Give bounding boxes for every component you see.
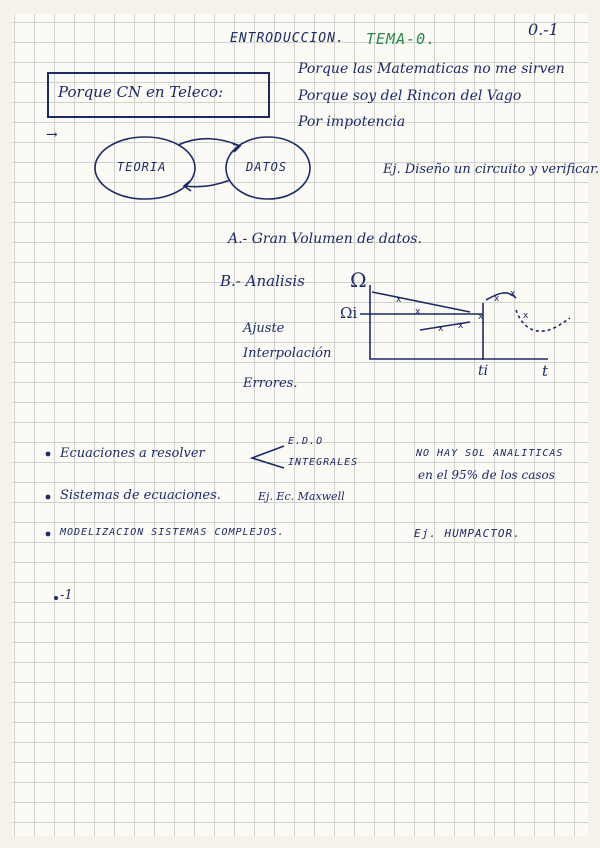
bullet-1-note-1: NO HAY SOL ANALITICAS [416,448,564,459]
question-box-text: Porque CN en Teleco: [58,83,224,101]
section-b-item-3: Errores. [243,376,298,391]
arrow-theory-to-data [178,139,240,146]
bullet-2-example: Ej. Ec. Maxwell [258,490,345,503]
svg-text:x: x [478,312,484,322]
bullet-1-text: Ecuaciones a resolver [60,446,205,461]
svg-text:x: x [458,321,464,331]
data-label: DATOS [246,160,288,174]
svg-text:x: x [415,307,421,317]
page-title: ENTRODUCCION. [230,31,345,46]
bullet-4-text: -1 [60,588,73,603]
svg-text:x: x [494,294,500,304]
svg-text:x: x [510,289,516,299]
bullet-3-example: Ej. HUMPACTOR. [414,527,521,540]
bullet-1-note-2: en el 95% de los casos [418,468,555,482]
section-b-item-2: Interpolación [243,346,332,361]
svg-text:x: x [438,324,444,334]
graph-x-label: t [542,362,549,380]
bracket-icon [252,446,284,468]
reason-2: Porque soy del Rincon del Vago [298,88,522,104]
section-b-label: B.- Analisis [220,272,305,290]
bullet-dot-2 [46,495,51,500]
svg-text:x: x [396,295,402,305]
arrow-icon: → [46,127,58,143]
graph-y-label: Ω [350,268,367,292]
graph-curve-left [372,292,470,312]
section-a: A.- Gran Volumen de datos. [228,231,422,247]
bullet-1-branch-1: E.D.O [288,436,324,447]
theory-label: TEORIA [117,160,167,174]
bullet-dot-1 [46,452,51,457]
bullet-1-branch-2: INTEGRALES [288,457,359,468]
bullet-dot-4 [54,596,58,600]
section-b-item-1: Ajuste [243,321,285,336]
bullet-2-text: Sistemas de ecuaciones. [60,488,221,503]
topic-label: TEMA-0. [366,30,437,48]
cycle-example: Ej. Diseño un circuito y verificar. [383,162,600,177]
bullet-dot-3 [46,532,51,537]
svg-text:x: x [523,311,529,321]
graph-y-tick: Ωi [340,304,358,322]
bullet-3-text: MODELIZACION SISTEMAS COMPLEJOS. [60,527,285,538]
reason-1: Porque las Matematicas no me sirven [298,61,565,77]
reason-3: Por impotencia [298,114,406,130]
page-number: 0.-1 [528,20,559,39]
graph-x-tick: ti [478,363,489,379]
